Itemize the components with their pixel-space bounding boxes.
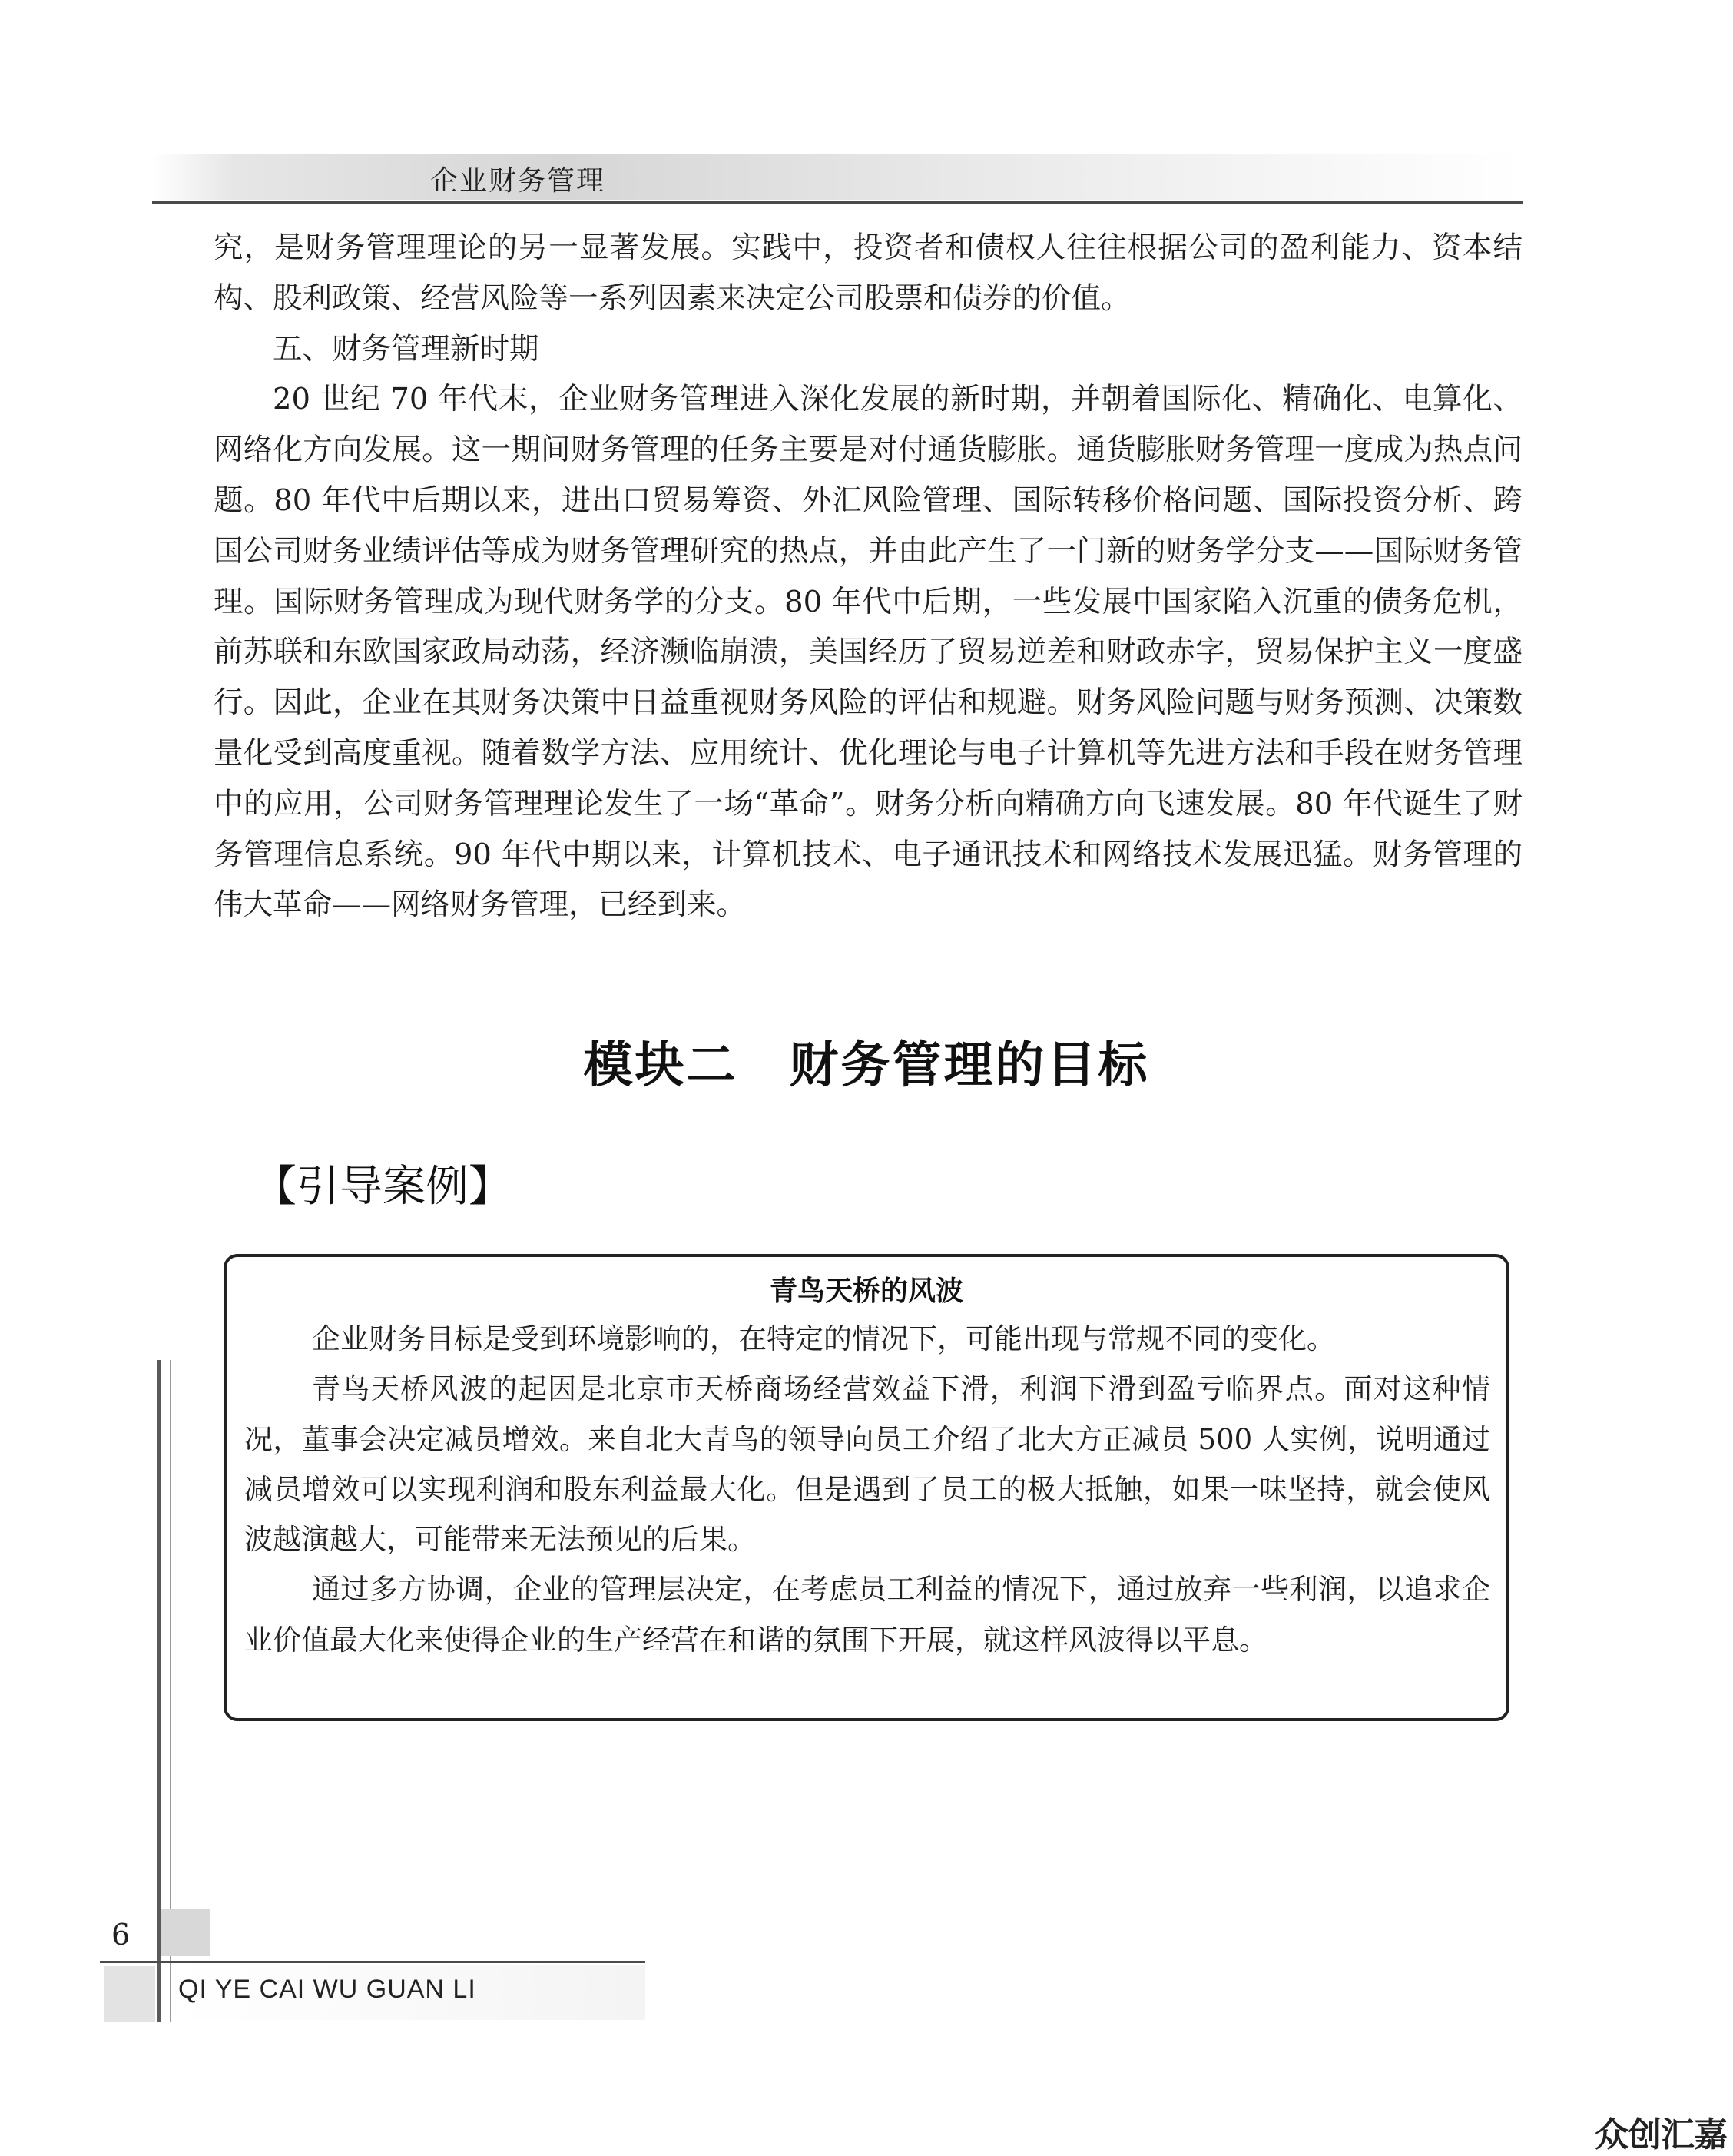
header-bar <box>152 154 1523 200</box>
case-paragraph: 通过多方协调，企业的管理层决定，在考虑员工利益的情况下，通过放弃一些利润，以追求企业价值最大化来使得企业的生产经营在和谐的氛围下开展，就这样风波得以平息。 <box>244 1573 1490 1657</box>
case-paragraph: 企业财务目标是受到环境影响的，在特定的情况下，可能出现与常规不同的变化。 <box>312 1322 1335 1355</box>
case-title: 青鸟天桥的风波 <box>769 1275 963 1307</box>
section-heading: 五、财务管理新时期 <box>273 331 539 367</box>
module-title: 模块二 财务管理的目标 <box>583 1037 1150 1094</box>
body-text <box>214 223 1523 930</box>
footer-pinyin-title: QI YE CAI WU GUAN LI <box>178 1975 476 2004</box>
footer-rule <box>100 1961 645 1963</box>
paragraph: 20 世纪 70 年代末，企业财务管理进入深化发展的新时期，并朝着国际化、精确化、电算化、网络化方向发展。这一期间财务管理的任务主要是对付通货膨胀。通货膨胀财务管理一度成为热点问题。80 年代中后期以来，进出口贸易筹资、外汇风险管理、国际转移价格问题、国际投资分析、跨国公司财务业绩评估等成为财务管理研究的热点，并由此产生了一门新的财务学分支——国际财务管理。国际财务管理成为现代财务学的分支。80 年代中后期，一些发展中国家陷入沉重的债务危机，前苏联和东欧国家政局动荡，经济濒临崩溃，美国经历了贸易逆差和财政赤字，贸易保护主义一度盛行。因此，企业在其财务决策中日益重视财务风险的评估和规避。财务风险问题与财务预测、决策数量化受到高度重视。随着数学方法、应用统计、优化理论与电子计算机等先进方法和手段在财务管理中的应用，公司财务管理理论发生了一场“革命”。财务分析向精确方向飞速发展。80 年代诞生了财务管理信息系统。90 年代中期以来，计算机技术、电子通讯技术和网络技术发展迅猛。财务管理的伟大革命——网络财务管理，已经到来。 <box>214 382 1523 923</box>
case-label: 【引导案例】 <box>253 1162 512 1212</box>
page-number-box <box>161 1909 210 1956</box>
side-rule <box>157 1360 161 2022</box>
footer-box <box>104 1966 155 2022</box>
page-number: 6 <box>111 1918 131 1952</box>
watermark: 众创汇嘉 <box>1595 2115 1727 2154</box>
running-header-title: 企业财务管理 <box>430 165 606 197</box>
case-text <box>244 1314 1490 1665</box>
header-rule <box>152 201 1523 204</box>
case-paragraph: 青鸟天桥风波的起因是北京市天桥商场经营效益下滑，利润下滑到盈亏临界点。面对这种情况，董事会决定减员增效。来自北大青鸟的领导向员工介绍了北大方正减员 500 人实例，说明通过减员增效可以实现利润和股东利益最大化。但是遇到了员工的极大抵触，如果一味坚持，就会使风波越演越大，可能带来无法预见的后果。 <box>244 1372 1490 1557</box>
paragraph: 究，是财务管理理论的另一显著发展。实践中，投资者和债权人往往根据公司的盈利能力、资本结构、股利政策、经营风险等一系列因素来决定公司股票和债券的价值。 <box>214 231 1523 316</box>
